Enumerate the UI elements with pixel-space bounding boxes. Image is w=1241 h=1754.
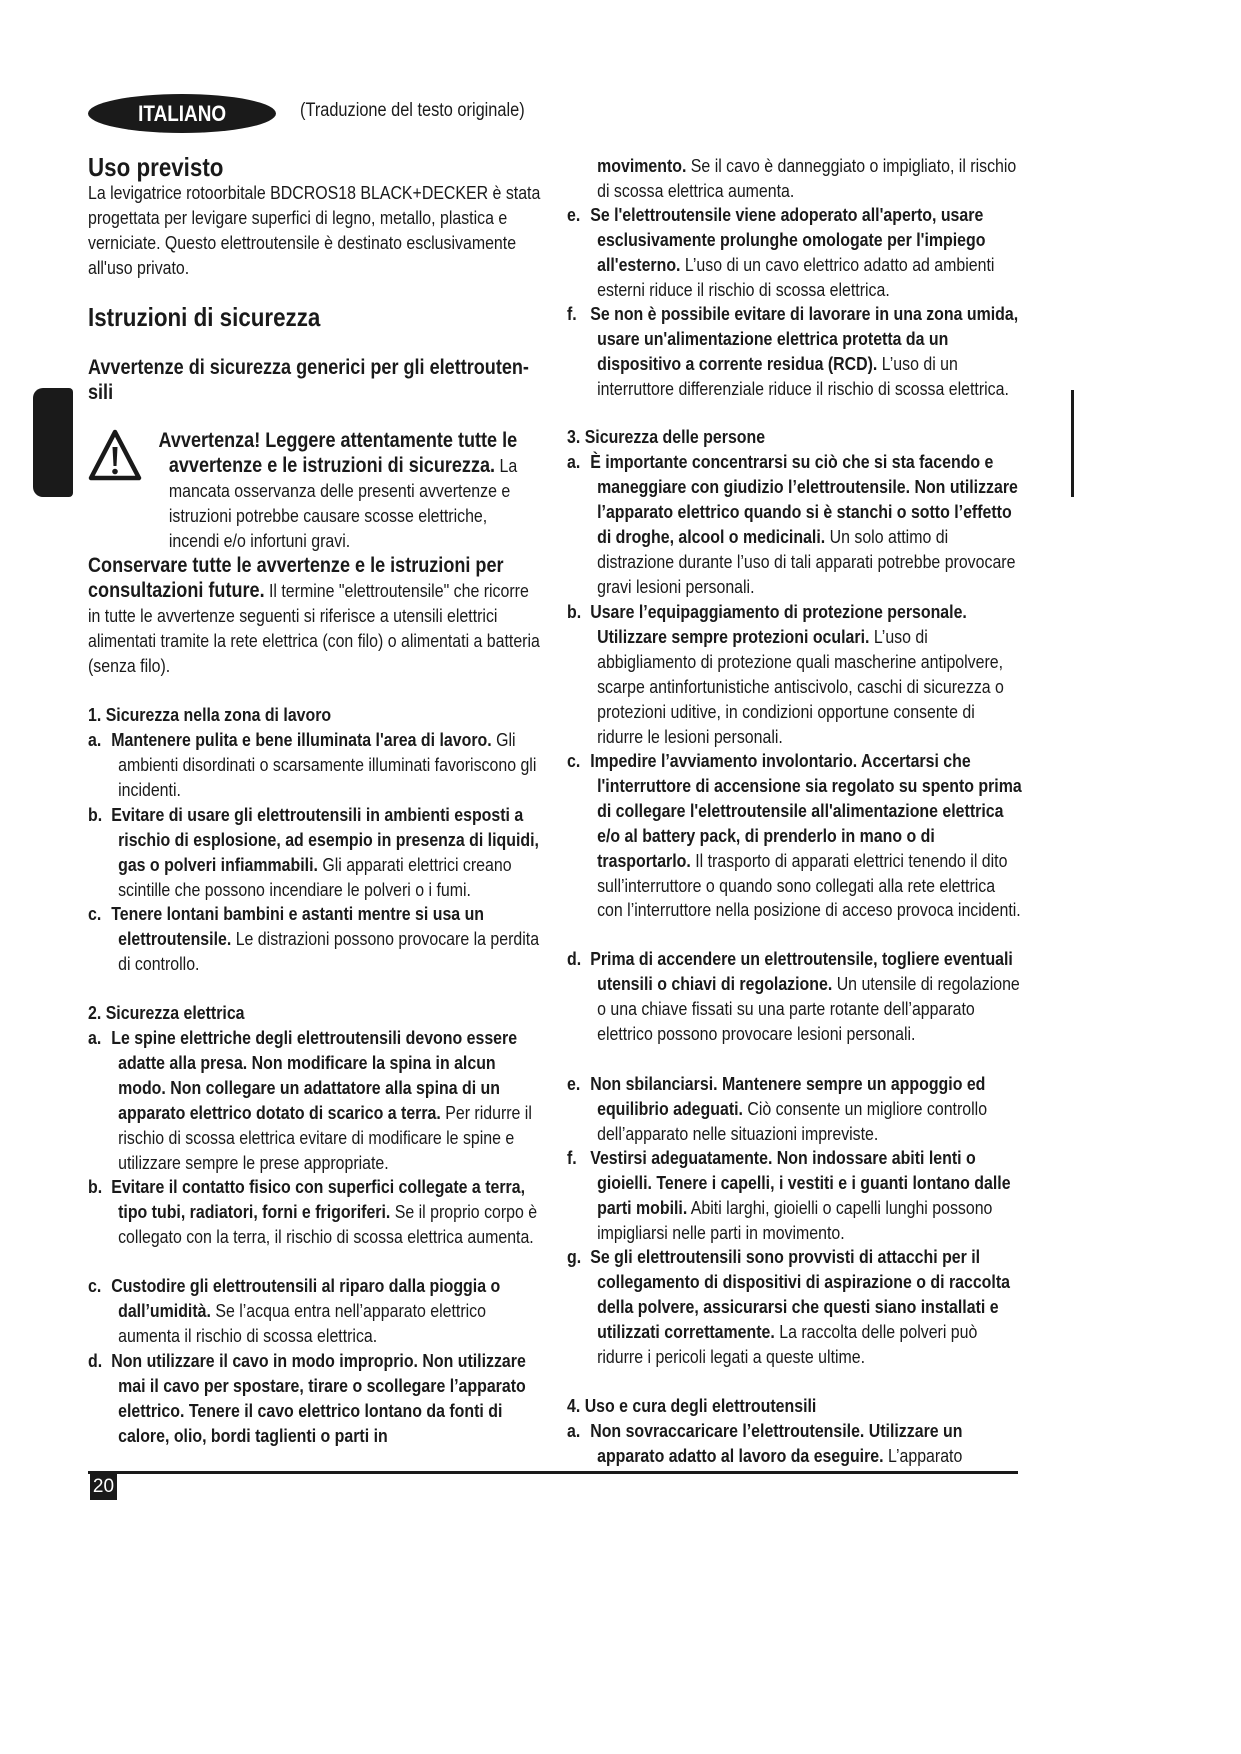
item-bold-text: Usare l’equipaggiamento di protezione personale. Utilizzare sempre protezioni oculari. bbox=[590, 601, 967, 647]
list-item bbox=[567, 1072, 1023, 1147]
language-label: ITALIANO bbox=[138, 100, 226, 126]
item-text: L’apparato bbox=[883, 1444, 963, 1466]
item-bold-text: Le spine elettriche degli elettroutensili devono essere adatte alla presa. Non modificare la spina in alcun modo. Non collegare un adattatore alla spina di un apparato elettrico dotato di scarico a terra. bbox=[111, 1027, 518, 1123]
item-text: L’uso di un cavo elettrico adatto ad ambienti esterni riduce il rischio di scossa elettrica. bbox=[597, 253, 995, 300]
left-column bbox=[88, 0, 540, 1754]
item-bold-text: Non utilizzare il cavo in modo improprio. Non utilizzare mai il cavo per spostare, tirare o scollegare l’apparato elettrico. Tenere il cavo elettrico lontano da fonti di calore, olio, bordi taglienti o parti in bbox=[111, 1350, 526, 1446]
item-text: Se il proprio corpo è collegato con la terra, il rischio di scossa elettrica aumenta. bbox=[118, 1200, 538, 1247]
item-bold-text: È importante concentrarsi su ciò che si sta facendo e maneggiare con giudizio l’elettroutensile. Non utilizzare l’apparato elettrico quando si è stanchi o sotto l’effetto di droghe, alcool o medicinali. bbox=[590, 451, 1018, 547]
margin-line bbox=[1071, 390, 1074, 497]
item-bold-text: Non sovraccaricare l’elettroutensile. Utilizzare un apparato adatto al lavoro da eseguire. bbox=[590, 1420, 963, 1466]
item-label: f. bbox=[567, 1147, 577, 1168]
conservare-paragraph bbox=[88, 554, 540, 679]
item-text: La raccolta delle polveri può ridurre i pericoli legati a queste ultime. bbox=[597, 1320, 978, 1367]
item-label: d. bbox=[567, 948, 582, 969]
item-label: b. bbox=[567, 601, 582, 622]
item-label: a. bbox=[567, 1420, 581, 1441]
item-bold-text: Se gli elettroutensili sono provvisti di attacchi per il collegamento di dispositivi di aspirazione o di raccolta della polvere, assicurarsi che questi siano installati e utilizzati correttamente. bbox=[590, 1246, 1010, 1342]
item-bold-text: Vestirsi adeguatamente. Non indossare abiti lenti o gioielli. Tenere i capelli, i vestiti e i guanti lontano dalle parti mobili. bbox=[590, 1147, 1011, 1218]
section-heading: 3. Sicurezza delle persone bbox=[567, 426, 766, 447]
item-label: g. bbox=[567, 1246, 582, 1267]
item-text: Abiti larghi, gioielli o capelli lunghi possono impigliarsi nelle parti in movimento. bbox=[597, 1196, 993, 1243]
warning-bold: Avvertenza! Leggere attentamente tutte le avvertenze e le istruzioni di sicurezza. bbox=[158, 429, 518, 477]
item-label: a. bbox=[567, 451, 581, 472]
item-text: L’uso di un interruttore differenziale riduce il rischio di scossa elettrica. bbox=[597, 352, 1009, 399]
item-bold-text: movimento. bbox=[597, 155, 687, 176]
item-text: Gli apparati elettrici creano scintille che possono incendiare le polveri o i fumi. bbox=[118, 853, 512, 900]
item-text: L’uso di abbigliamento di protezione quali mascherine antipolvere, scarpe antinfortunistiche antiscivolo, caschi di sicurezza o protezioni uditive, in condizioni opportune consente di ridurre le lesioni personali. bbox=[597, 625, 1004, 747]
list-item bbox=[88, 1274, 540, 1349]
list-item bbox=[567, 450, 1023, 599]
item-bold-text: Tenere lontani bambini e astanti mentre si usa un elettroutensile. bbox=[111, 903, 485, 949]
item-bold-text: Non sbilanciarsi. Mantenere sempre un appoggio ed equilibrio adeguati. bbox=[590, 1073, 986, 1119]
item-label: e. bbox=[567, 1073, 581, 1094]
item-label: a. bbox=[88, 1027, 102, 1048]
item-label: e. bbox=[567, 204, 581, 225]
item-label: c. bbox=[88, 903, 102, 924]
item-text: Per ridurre il rischio di scossa elettrica evitare di modificare le spine e utilizzare sempre le prese appropriate. bbox=[118, 1101, 532, 1173]
warning-text: La mancata osservanza delle presenti avvertenze e istruzioni potrebbe causare scosse elettriche, incendi e/o infortuni gravi. bbox=[168, 454, 518, 551]
item-text: Un solo attimo di distrazione durante l’uso di tali apparati potrebbe provocare gravi lesioni personali. bbox=[597, 525, 1016, 597]
translation-note: (Traduzione del testo originale) bbox=[300, 100, 525, 121]
page-number: 20 bbox=[90, 1474, 117, 1500]
item-label: c. bbox=[88, 1275, 102, 1296]
list-item bbox=[88, 902, 540, 977]
section-heading: 4. Uso e cura degli elettroutensili bbox=[567, 1395, 817, 1416]
item-label: b. bbox=[88, 804, 103, 825]
item-bold-text: Impedire l’avviamento involontario. Accertarsi che l'interruttore di accensione sia regolato su spento prima di collegare l'elettroutensile all'alimentazione elettrica e/o al battery pack, di prenderlo in mano o di trasportarlo. bbox=[590, 750, 1022, 871]
item-text: Il trasporto di apparati elettrici tenendo il dito sull’interruttore o quando sono collegati alla rete elettrica con l’interruttore nella posizione di acceso provoca incidenti. bbox=[597, 849, 1021, 921]
item-text: Gli ambienti disordinati o scarsamente illuminati favoriscono gli incidenti. bbox=[118, 729, 537, 800]
section-tab-marker bbox=[33, 388, 73, 497]
item-label: c. bbox=[567, 750, 581, 771]
item-label: d. bbox=[88, 1350, 103, 1371]
warning-paragraph bbox=[88, 429, 540, 554]
list-item bbox=[88, 1026, 540, 1175]
footer-rule bbox=[88, 1471, 1018, 1474]
item-text: Le distrazioni possono provocare la perdita di controllo. bbox=[118, 927, 540, 974]
item-bold-text: Evitare di usare gli elettroutensili in ambienti esposti a rischio di esplosione, ad esempio in presenza di liquidi, gas o polveri infiammabili. bbox=[111, 804, 539, 875]
heading-uso-previsto: Uso previsto bbox=[88, 152, 224, 182]
list-item bbox=[88, 803, 540, 903]
list-item bbox=[88, 728, 540, 803]
list-item bbox=[88, 1175, 540, 1250]
item-text: Ciò consente un migliore controllo dell’apparato nelle situazioni impreviste. bbox=[597, 1097, 988, 1144]
list-item bbox=[567, 203, 1023, 303]
list-item bbox=[567, 947, 1023, 1047]
list-item bbox=[567, 1245, 1023, 1370]
item-bold-text: Custodire gli elettroutensili al riparo dalla pioggia o dall’umidità. bbox=[111, 1275, 501, 1321]
item-bold-text: Mantenere pulita e bene illuminata l'area di lavoro. bbox=[111, 729, 492, 750]
heading-istruzioni-sicurezza: Istruzioni di sicurezza bbox=[88, 302, 321, 332]
item-text: Se l’acqua entra nell’apparato elettrico aumenta il rischio di scossa elettrica. bbox=[118, 1299, 486, 1346]
list-item bbox=[567, 749, 1023, 923]
list-item bbox=[567, 1419, 1023, 1469]
heading-avvertenze-generici: Avvertenze di sicurezza generici per gli elettrouten-sili bbox=[88, 356, 529, 404]
list-item bbox=[567, 1146, 1023, 1246]
conservare-bold: Conservare tutte le avvertenze e le istruzioni per consultazioni future. bbox=[88, 554, 504, 602]
item-bold-text: Evitare il contatto fisico con superfici collegate a terra, tipo tubi, radiatori, forni e frigoriferi. bbox=[111, 1176, 526, 1222]
conservare-text: Il termine "elettroutensile" che ricorre in tutte le avvertenze seguenti si riferisce a utensili elettrici alimentati tramite la rete elettrica (con filo) o alimentati a batteria (senza filo). bbox=[88, 579, 540, 676]
item-text: Se il cavo è danneggiato o impigliato, il rischio di scossa elettrica aumenta. bbox=[597, 155, 1017, 201]
list-item bbox=[567, 154, 1023, 204]
right-column bbox=[567, 0, 1023, 1754]
uso-previsto-body: La levigatrice rotoorbitale BDCROS18 BLACK+DECKER è stata progettata per levigare superfici di legno, metallo, plastica e verniciate. Questo elettroutensile è destinato esclusivamente all'uso privato. bbox=[88, 182, 541, 278]
list-item bbox=[567, 302, 1023, 402]
item-bold-text: Prima di accendere un elettroutensile, togliere eventuali utensili o chiavi di regolazione. bbox=[590, 948, 1013, 994]
item-bold-text: Se non è possibile evitare di lavorare in una zona umida, usare un'alimentazione elettrica protetta da un dispositivo a corrente residua (RCD). bbox=[590, 303, 1019, 374]
item-label: b. bbox=[88, 1176, 103, 1197]
item-bold-text: Se l'elettroutensile viene adoperato all'aperto, usare esclusivamente prolunghe omologate per l'impiego all'esterno. bbox=[590, 204, 986, 275]
item-text: Un utensile di regolazione o una chiave fissati su una parte rotante dell’apparato elettrico possono provocare lesioni personali. bbox=[597, 972, 1020, 1044]
item-label: f. bbox=[567, 303, 577, 324]
section-heading: 2. Sicurezza elettrica bbox=[88, 1002, 245, 1023]
list-item bbox=[567, 600, 1023, 749]
item-label: a. bbox=[88, 729, 102, 750]
list-item bbox=[88, 1349, 540, 1449]
section-heading: 1. Sicurezza nella zona di lavoro bbox=[88, 704, 332, 725]
